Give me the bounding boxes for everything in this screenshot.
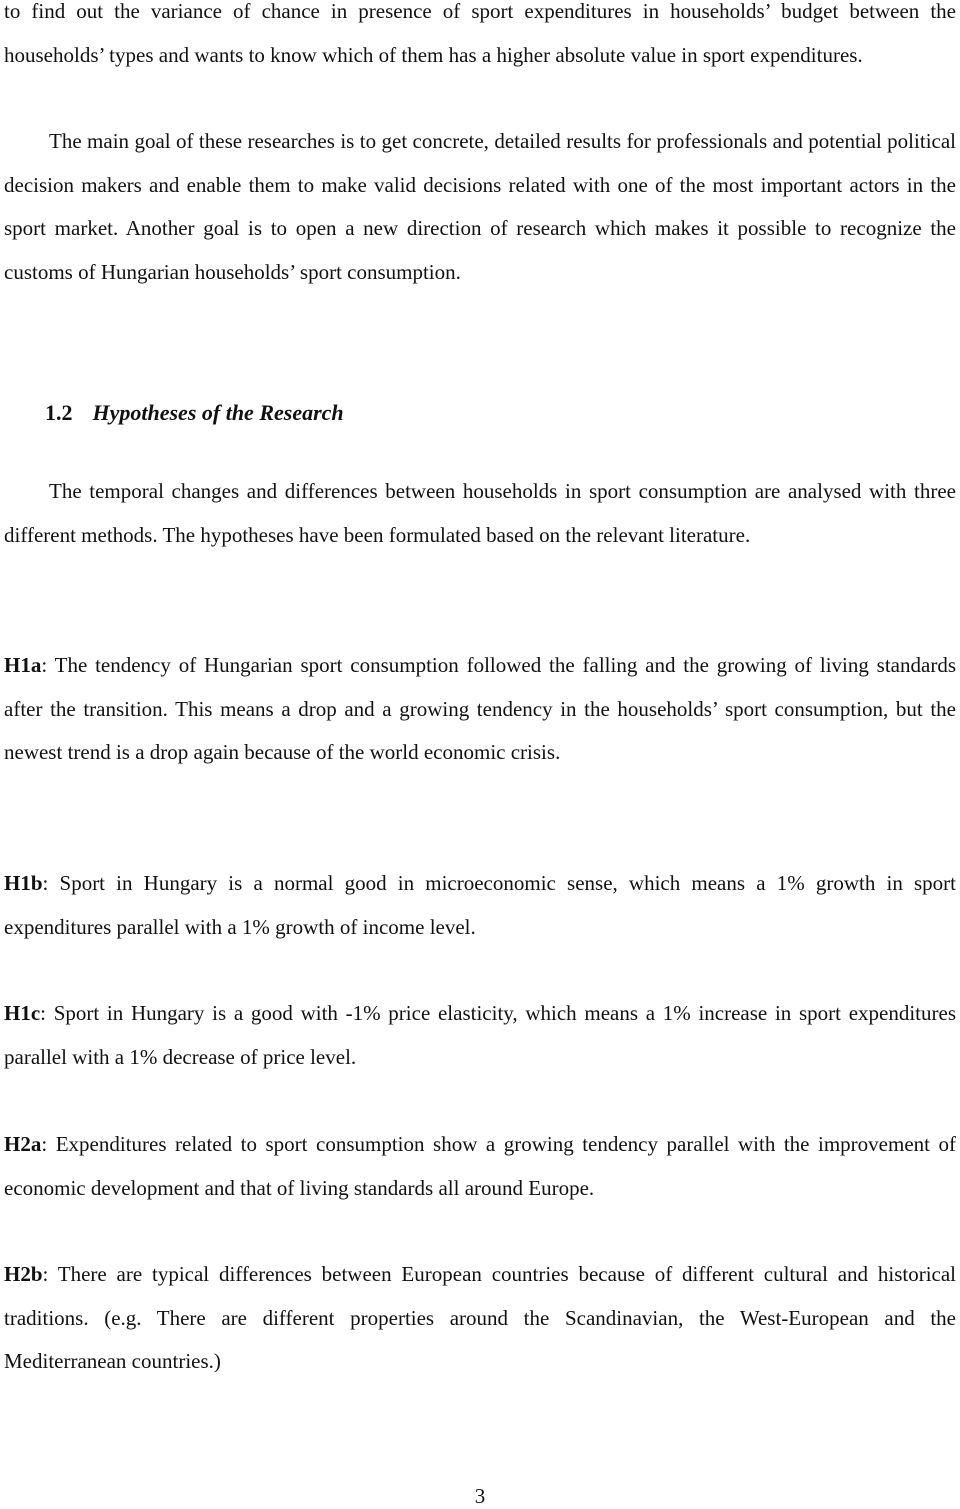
hypothesis-label: H1b	[4, 871, 43, 895]
hypothesis-label: H1c	[4, 1001, 41, 1025]
research-goal-paragraph: The main goal of these researches is to get concrete, detailed results for professionals and potential political decision makers and enable them to make valid decisions related with one of the most important actors in the sport market. Another goal is to open a new direction of research which makes it possible to recognize the customs of Hungarian households’ sport consumption.	[4, 129, 956, 284]
hypothesis-text: : Sport in Hungary is a normal good in microeconomic sense, which means a 1% growth in sport expenditures parallel with a 1% growth of income level.	[4, 871, 956, 939]
page-number: 3	[474, 1484, 486, 1508]
section-intro-paragraph: The temporal changes and differences between households in sport consumption are analysed with three different methods. The hypotheses have been formulated based on the relevant literature.	[4, 479, 956, 547]
hypothesis-h1b	[4, 862, 956, 949]
hypothesis-h2a	[4, 1123, 956, 1210]
section-number: 1.2	[45, 400, 73, 425]
hypothesis-text: : There are typical differences between European countries because of different cultural and historical traditions. (e.g. There are different properties around the Scandinavian, the West-European and the Mediterranean countries.)	[4, 1262, 956, 1374]
hypothesis-h1a	[4, 644, 956, 775]
hypothesis-h1c	[4, 992, 956, 1079]
hypothesis-h2b	[4, 1253, 956, 1384]
hypothesis-text: : Sport in Hungary is a good with -1% price elasticity, which means a 1% increase in sport expenditures parallel with a 1% decrease of price level.	[4, 1001, 956, 1069]
hypothesis-text: : The tendency of Hungarian sport consumption followed the falling and the growing of living standards after the transition. This means a drop and a growing tendency in the households’ sport consumption, but the newest trend is a drop again because of the world economic crisis.	[4, 653, 956, 765]
section-heading	[45, 391, 344, 435]
hypothesis-label: H1a	[4, 653, 42, 677]
section-title: Hypotheses of the Research	[92, 400, 344, 425]
hypothesis-label: H2b	[4, 1262, 43, 1286]
hypothesis-text: : Expenditures related to sport consumption show a growing tendency parallel with the improvement of economic development and that of living standards all around Europe.	[4, 1132, 956, 1200]
hypothesis-label: H2a	[4, 1132, 42, 1156]
intro-continuation-paragraph: to find out the variance of chance in presence of sport expenditures in households’ budget between the households’ types and wants to know which of them has a higher absolute value in sport expenditures.	[4, 0, 956, 67]
